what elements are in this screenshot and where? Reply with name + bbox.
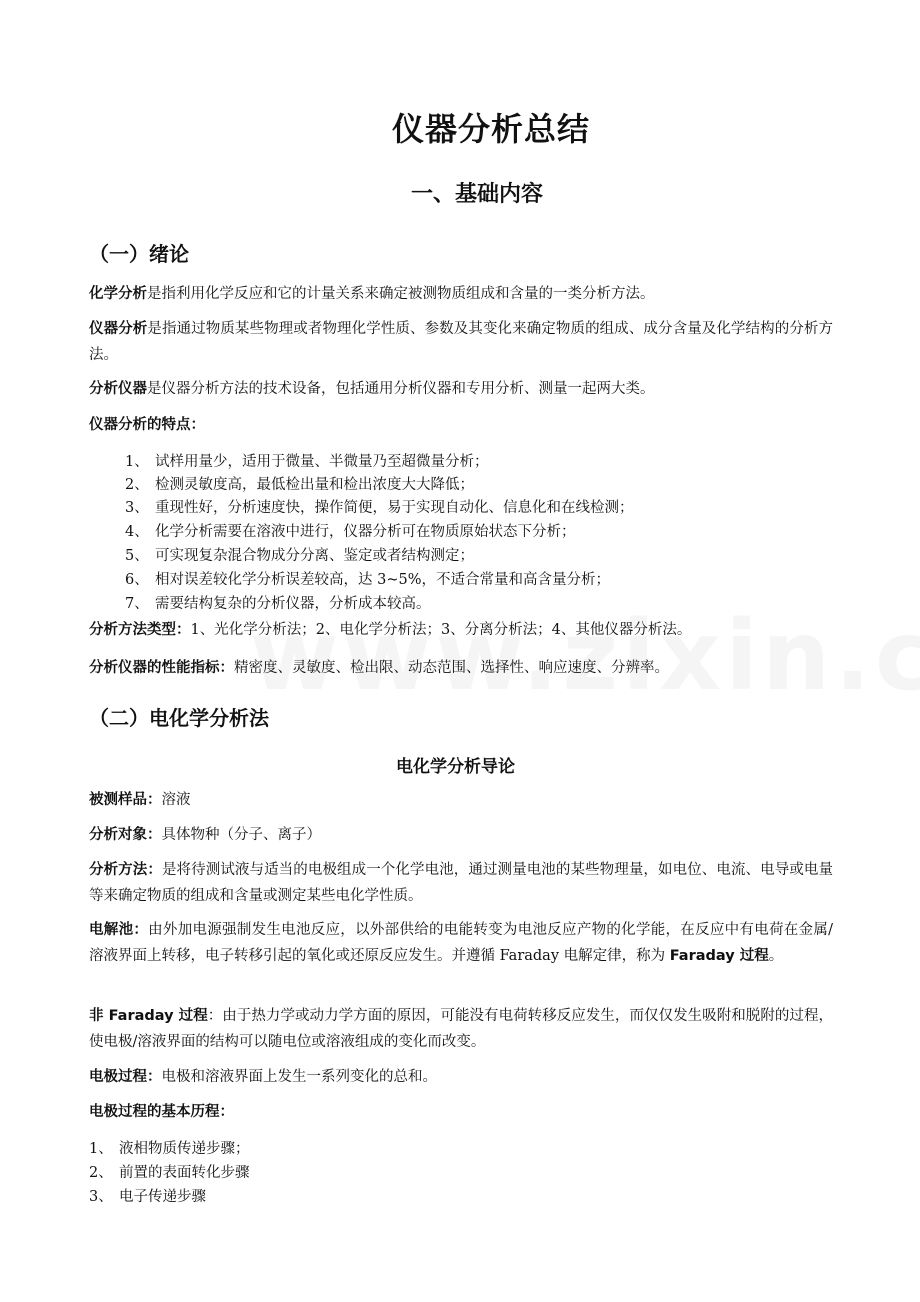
subsection-heading-intro: （一）绪论: [89, 242, 189, 266]
list-number: 4、: [125, 524, 149, 540]
sample-text: 溶液: [161, 792, 191, 808]
steps-heading: 电极过程的基本历程：: [89, 1104, 234, 1120]
list-text: 前置的表面转化步骤: [119, 1165, 250, 1181]
non-faraday-text: 由于热力学或动力学方面的原因，可能没有电荷转移反应发生，而仅仅发生吸附和脱附的过程，使电极/溶液界面的结构可以随电位或溶液组成的变化而改变。: [89, 1008, 833, 1050]
list-number: 6、: [125, 572, 149, 588]
object-text: 具体物种（分子、离子）: [161, 827, 321, 843]
term: 分析仪器的性能指标：: [89, 660, 234, 676]
intro-title: 电化学分析导论: [396, 757, 515, 777]
term: 分析仪器: [89, 381, 147, 397]
term: 化学分析: [89, 286, 147, 302]
list-text: 液相物质传递步骤；: [119, 1141, 250, 1157]
list-item: [125, 474, 474, 496]
document-title: 仪器分析总结: [392, 110, 591, 148]
period: 。: [768, 948, 784, 964]
list-item: [125, 497, 634, 519]
list-item: [89, 1162, 250, 1184]
term: 电极过程：: [89, 1069, 162, 1085]
features-heading: 仪器分析的特点：: [89, 417, 205, 433]
list-item: [89, 1186, 206, 1208]
list-item: [125, 451, 489, 473]
term: 分析对象：: [89, 827, 162, 843]
list-text: 电子传递步骤: [119, 1189, 206, 1205]
term: 非 Faraday 过程: [89, 1008, 208, 1024]
list-number: 5、: [125, 548, 149, 564]
term: 仪器分析: [89, 321, 148, 337]
method-types: [89, 617, 833, 643]
list-text: 需要结构复杂的分析仪器，分析成本较高。: [155, 596, 431, 612]
method-text: 是将待测试液与适当的电极组成一个化学电池，通过测量电池的某些物理量，如电位、电流、电导或电量等来确定物质的组成和含量或测定某些电化学性质。: [89, 862, 833, 904]
list-number: 1、: [89, 1141, 113, 1157]
performance-indicators: [89, 655, 833, 681]
list-item: [125, 545, 474, 567]
list-item: [89, 1138, 250, 1160]
sample-line: [89, 787, 833, 813]
term: 电解池：: [89, 922, 149, 938]
subsection-heading-electrochemistry: （二）电化学分析法: [89, 706, 269, 730]
list-number: 3、: [89, 1189, 113, 1205]
definition-text: 是仪器分析方法的技术设备，包括通用分析仪器和专用分析、测量一起两大类。: [147, 381, 655, 397]
electrolytic-text: 由外加电源强制发生电池反应，以外部供给的电能转变为电池反应产物的化学能，在反应中有电荷在金属/溶液界面上转移，电子转移引起的氧化或还原反应发生。并遵循 Faraday 电解定律，称为: [89, 922, 834, 964]
definition-analytical-instruments: [89, 376, 833, 402]
term: 分析方法：: [89, 862, 162, 878]
electrode-process-line: [89, 1064, 833, 1090]
list-number: 2、: [125, 477, 149, 493]
list-text: 试样用量少，适用于微量、半微量乃至超微量分析；: [155, 454, 489, 470]
list-text: 化学分析需要在溶液中进行，仪器分析可在物质原始状态下分析；: [155, 524, 576, 540]
list-item: [125, 593, 431, 615]
list-number: 3、: [125, 500, 149, 516]
object-line: [89, 822, 833, 848]
electrode-process-text: 电极和溶液界面上发生一系列变化的总和。: [161, 1069, 437, 1085]
separator: ：: [207, 1008, 223, 1024]
list-number: 7、: [125, 596, 149, 612]
method-types-text: 1、光化学分析法；2、电化学分析法；3、分离分析法；4、其他仪器分析法。: [190, 622, 692, 638]
method-paragraph: [89, 857, 833, 909]
list-text: 相对误差较化学分析误差较高，达 3~5%，不适合常量和高含量分析；: [155, 572, 610, 588]
electrolytic-paragraph: [89, 917, 833, 969]
list-item: [125, 521, 576, 543]
list-text: 检测灵敏度高，最低检出量和检出浓度大大降低；: [155, 477, 474, 493]
performance-text: 精密度、灵敏度、检出限、动态范围、选择性、响应速度、分辨率。: [234, 660, 669, 676]
term: 被测样品：: [89, 792, 162, 808]
list-number: 1、: [125, 454, 149, 470]
non-faraday-paragraph: [89, 1003, 833, 1055]
list-item: [125, 569, 610, 591]
definition-instrumental-analysis: [89, 316, 833, 368]
list-number: 2、: [89, 1165, 113, 1181]
section-heading-basics: 一、基础内容: [411, 182, 544, 207]
definition-text: 是指利用化学反应和它的计量关系来确定被测物质组成和含量的一类分析方法。: [147, 286, 655, 302]
list-text: 可实现复杂混合物成分分离、鉴定或者结构测定；: [155, 548, 474, 564]
term: 分析方法类型：: [89, 622, 191, 638]
faraday-process-term: Faraday 过程: [669, 948, 769, 964]
definition-chemical-analysis: [89, 281, 833, 307]
definition-text: 是指通过物质某些物理或者物理化学性质、参数及其变化来确定物质的组成、成分含量及化学结构的分析方法。: [89, 321, 834, 363]
list-text: 重现性好，分析速度快，操作简便，易于实现自动化、信息化和在线检测；: [155, 500, 634, 516]
